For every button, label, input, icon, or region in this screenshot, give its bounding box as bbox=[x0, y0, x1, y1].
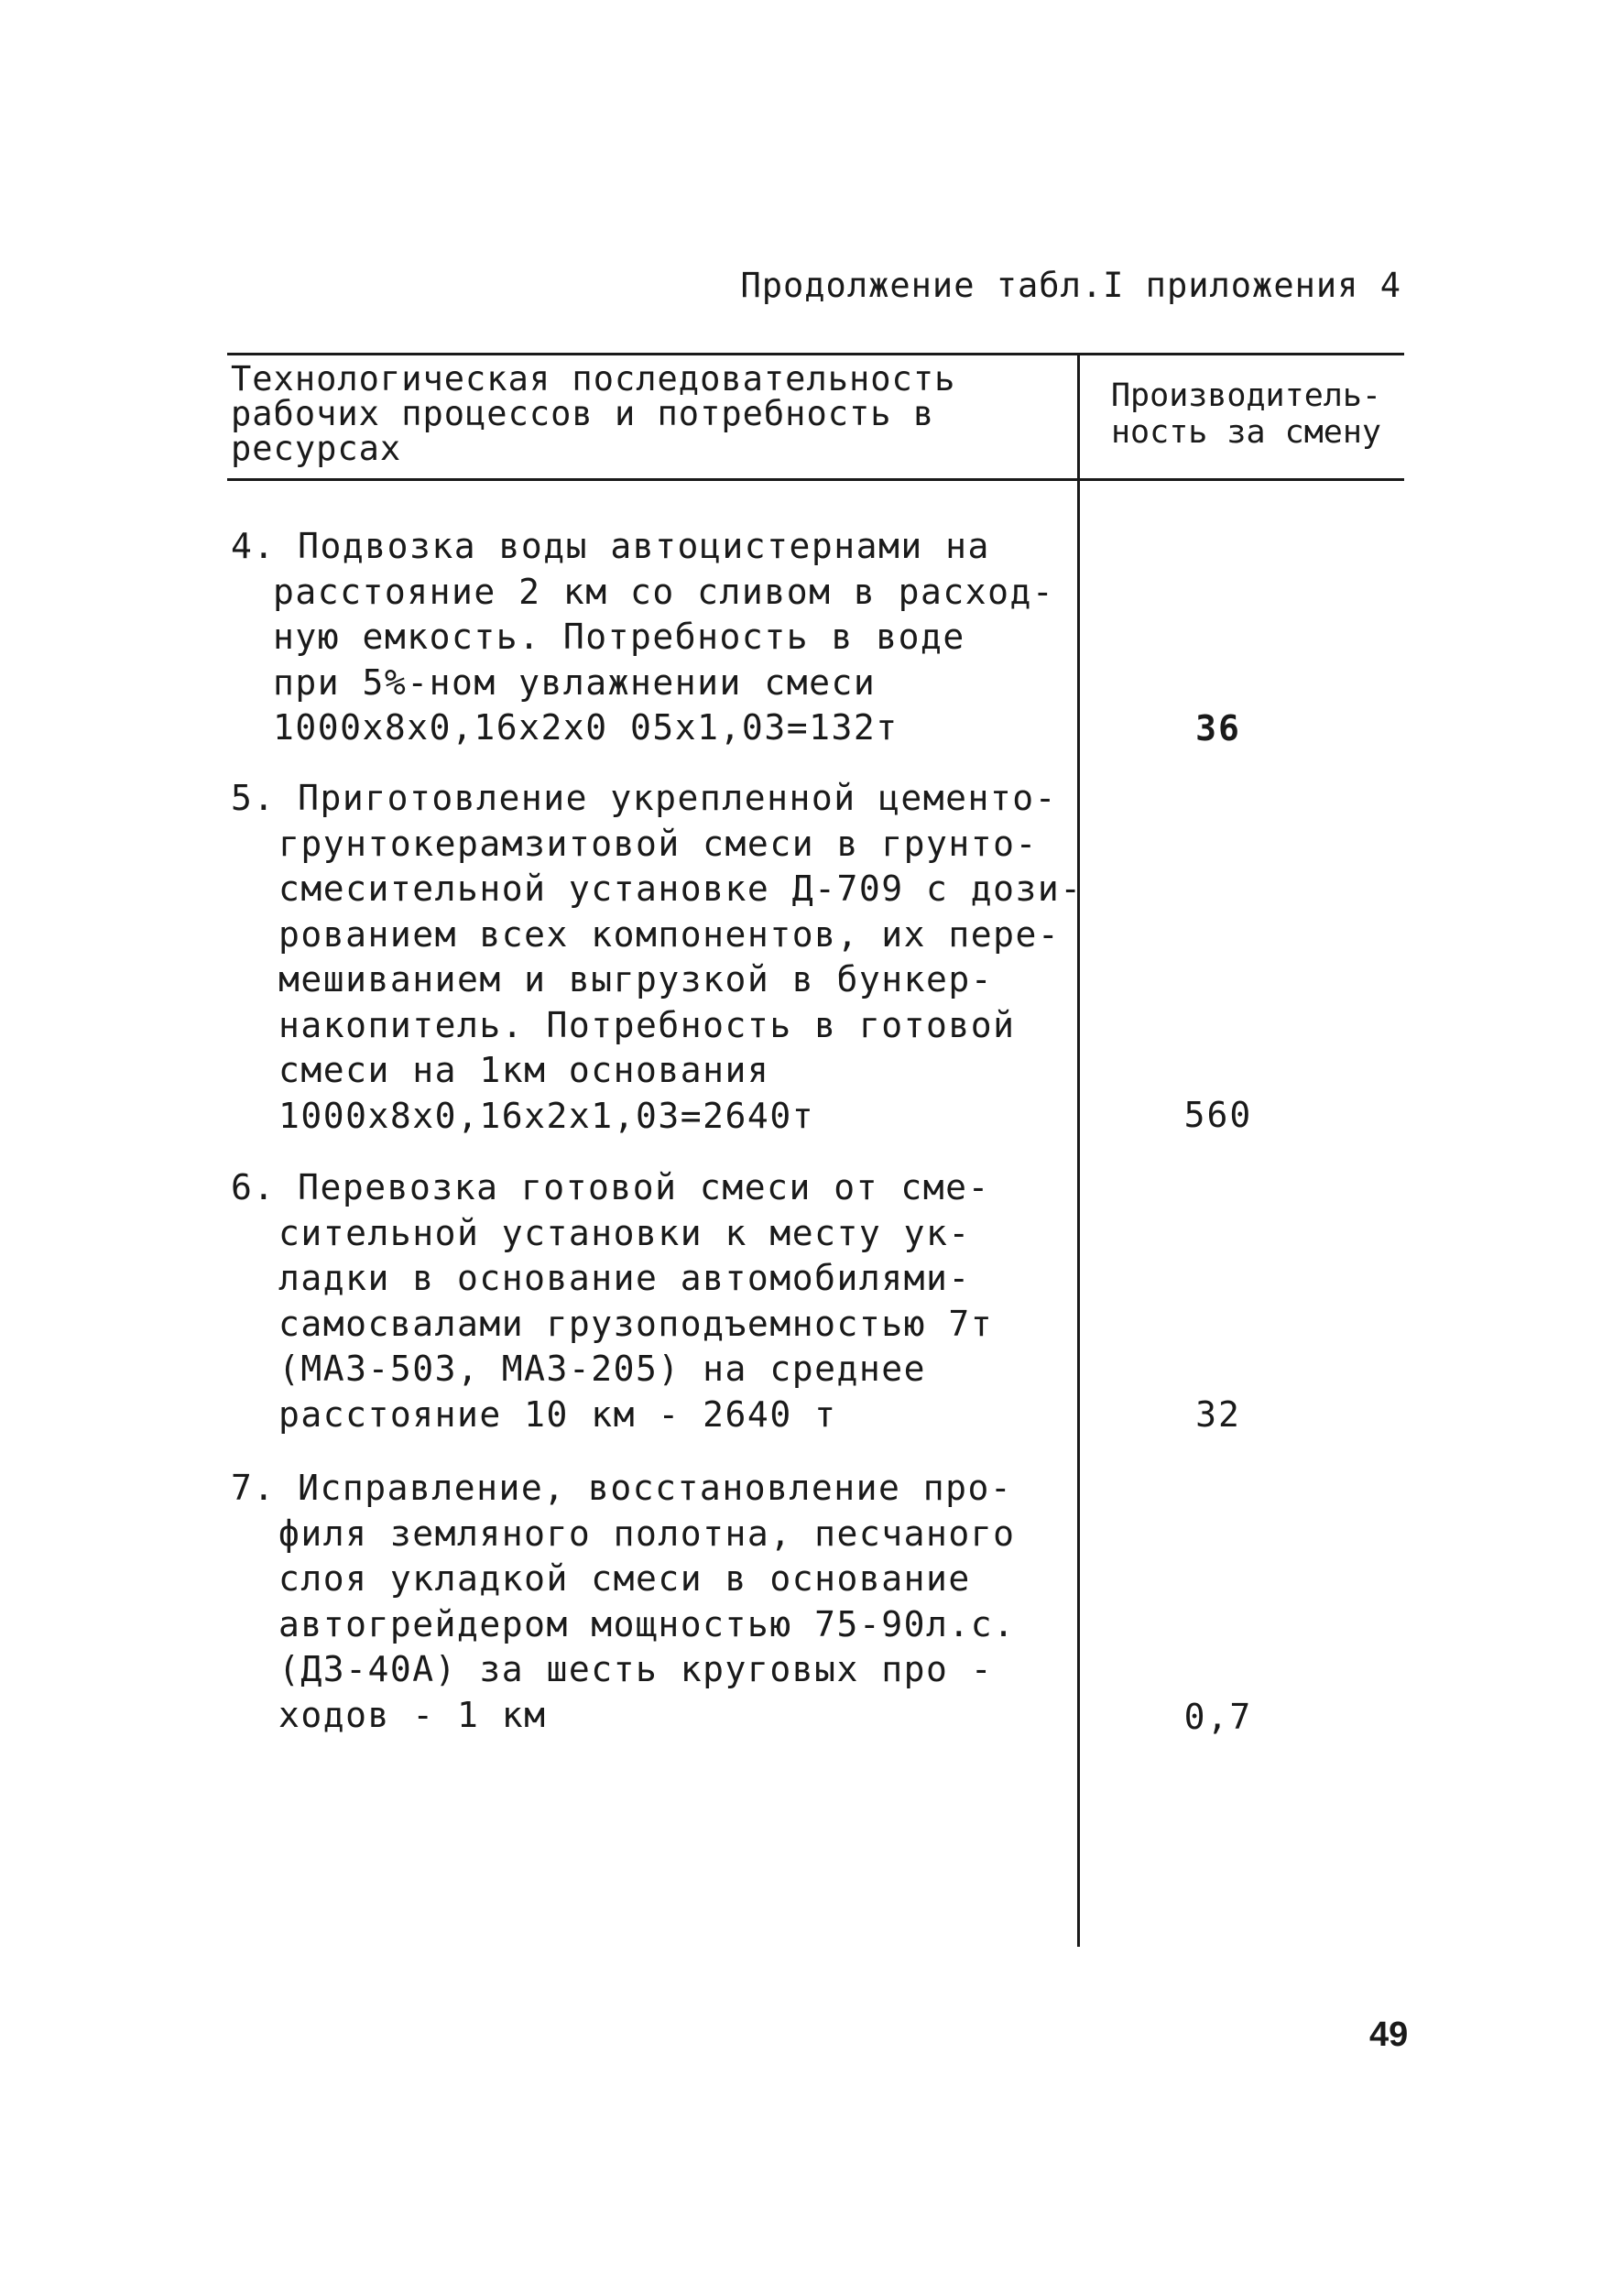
row-text-line: 5. Приготовление укрепленной цементо- bbox=[231, 778, 1057, 818]
row-text-line: 6. Перевозка готовой смеси от сме- bbox=[231, 1167, 990, 1207]
row-text-line: сительной установки к месту ук- bbox=[278, 1212, 971, 1253]
row-text-line: накопитель. Потребность в готовой bbox=[278, 1004, 1016, 1045]
row-text-line: смесительной установке Д-709 с дози- bbox=[278, 868, 1083, 909]
page-number: 49 bbox=[1369, 2015, 1409, 2054]
header-line: рабочих процессов и потребность в bbox=[231, 394, 935, 433]
row-text-line: ную емкость. Потребность в воде bbox=[273, 617, 965, 657]
table-top-rule bbox=[227, 353, 1404, 355]
row-text-line: расстояние 2 км со сливом в расход- bbox=[273, 571, 1055, 612]
row-text-line: грунтокерамзитовой смеси в грунто- bbox=[278, 823, 1038, 864]
header-line: ресурсах bbox=[231, 429, 402, 468]
row-text-line: 4. Подвозка воды автоцистернами на bbox=[231, 526, 990, 566]
table-caption: Продолжение табл.I приложения 4 bbox=[740, 266, 1401, 305]
column-header-process bbox=[231, 359, 1069, 468]
row-text-line: мешиванием и выгрузкой в бункер- bbox=[278, 959, 994, 999]
row-productivity-value: 0,7 bbox=[1183, 1697, 1253, 1737]
row-text-line: самосвалами грузоподъемностью 7т bbox=[278, 1303, 994, 1344]
row-productivity-value: 32 bbox=[1195, 1394, 1241, 1435]
row-text-line: расстояние 10 км - 2640 т bbox=[278, 1393, 837, 1435]
column-divider bbox=[1077, 353, 1080, 1947]
row-text-line: (ДЗ-40А) за шесть круговых про - bbox=[278, 1649, 994, 1689]
row-text-line: 1000х8х0,16х2х0 05х1,03=132т bbox=[273, 707, 899, 748]
row-text-line: ладки в основание автомобилями- bbox=[278, 1258, 971, 1298]
row-text-line: ходов - 1 км bbox=[278, 1694, 547, 1735]
row-text-line: слоя укладкой смеси в основание bbox=[278, 1558, 971, 1599]
table-row bbox=[231, 776, 1083, 1139]
table-row bbox=[231, 1165, 1074, 1437]
row-productivity-value: 560 bbox=[1183, 1095, 1253, 1135]
row-text-line: автогрейдером мощностью 75-90л.с. bbox=[278, 1603, 1016, 1644]
row-productivity-value: 36 bbox=[1195, 708, 1241, 748]
table-row bbox=[231, 524, 1074, 751]
row-text-line: при 5%-ном увлажнении смеси bbox=[273, 661, 877, 703]
table-row bbox=[231, 1466, 1074, 1738]
header-line: Производитель- bbox=[1110, 377, 1381, 414]
column-header-productivity bbox=[1088, 377, 1404, 451]
row-text-line: филя земляного полотна, песчаного bbox=[278, 1513, 1016, 1554]
row-text-line: смеси на 1км основания bbox=[278, 1050, 770, 1090]
row-text-line: 7. Исправление, восстановление про- bbox=[231, 1468, 1013, 1508]
header-line: Технологическая последовательность bbox=[231, 359, 956, 399]
header-line: ность за смену bbox=[1110, 414, 1381, 451]
table-header-rule bbox=[227, 478, 1404, 481]
row-text-line: 1000х8х0,16х2х1,03=2640т bbox=[278, 1095, 815, 1136]
row-text-line: рованием всех компонентов, их пере- bbox=[278, 913, 1061, 955]
row-text-line: (МАЗ-503, МАЗ-205) на среднее bbox=[278, 1349, 926, 1389]
